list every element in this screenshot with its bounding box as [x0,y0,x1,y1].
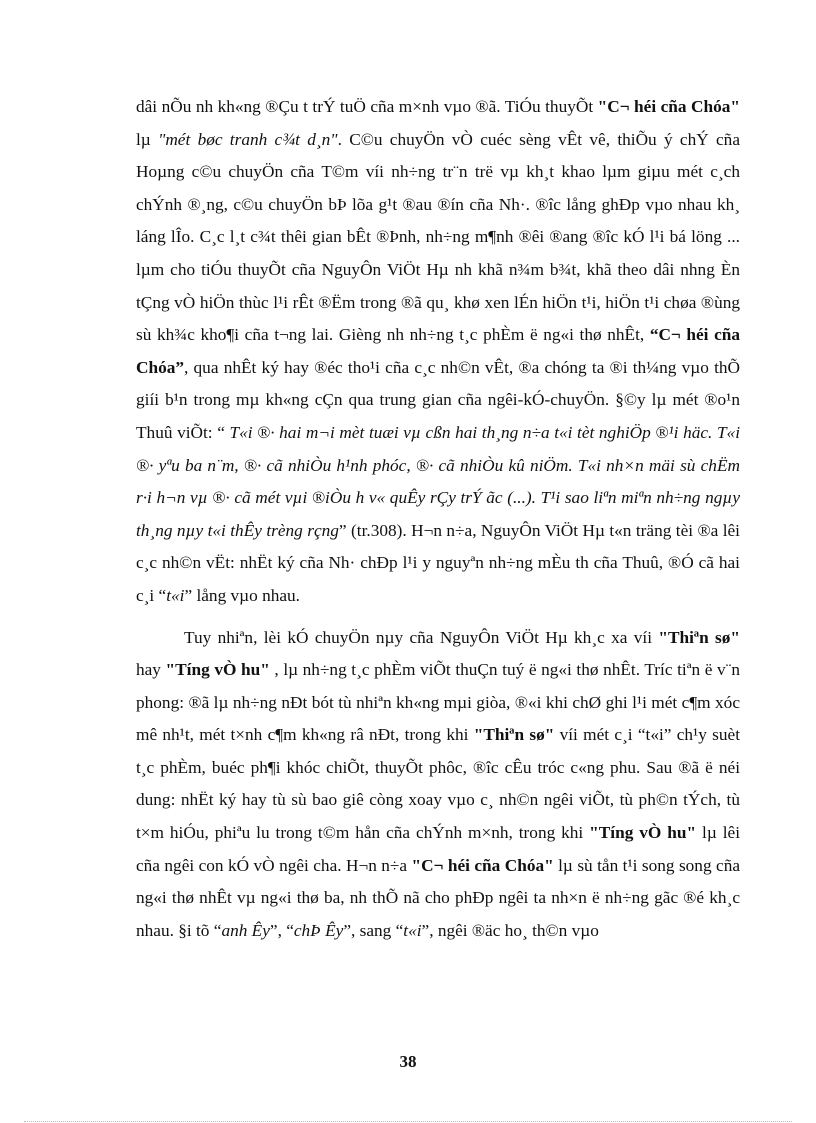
text-run: chÞ Êy [293,920,344,940]
text-run: t«i [403,920,422,940]
text-run: ” (tr.308). H¬n n÷a, NguyÔn ViÖt Hµ t«n träng tèi ®a lêi c¸c nh©n vËt: nhËt ký cña Nh· chÐp l¹i y nguyªn nh÷ng mÈu th cña Thuû, ®Ó cã hai c¸i “ [136,520,740,605]
text-run: ”, ngêi ®äc ho¸ th©n vµo [421,920,599,940]
text-run: víi mét c¸i “t«i” ch¹y suèt t¸c phÈm, buéc ph¶i khóc chiÕt, thuyÕt phôc, ®îc cÊu tróc c«ng phu. Sau ®ã ë néi dung: nhËt ký hay tù sù bao giê còng xoay vµo c¸ nh©n ngêi viÕt, tù ph©n tÝch, tù t×m hiÓu, phiªu lu trong t©m hån cña chÝnh m×nh, trong khi [136,725,740,843]
text-run: "mét bøc tranh c¾t d¸n" [158,129,338,149]
text-run: "C¬ héi cña Chóa" [411,855,554,875]
text-run: t«i [166,585,185,605]
text-run: "C¬ héi cña Chóa" [597,97,740,116]
page-bottom-rule [24,1121,792,1122]
page-number: 38 [399,1052,417,1071]
text-run: "Tíng vÒ hu" [589,823,697,843]
paragraph-2 [136,622,740,948]
text-run: Tuy nhiªn, lèi kÓ chuyÖn nµy cña NguyÔn ViÖt Hµ kh¸c xa víi [184,627,659,647]
text-run: ” lång vµo nhau. [184,585,301,605]
text-run: "Thiªn sø" [473,725,555,745]
text-run: dâi nÕu nh kh«ng ®Çu t trÝ tuÖ cña m×nh vµo ®ã. TiÓu thuyÕt [136,97,598,116]
paragraph-1 [136,91,740,613]
text-run: anh Êy [221,920,270,940]
text-run: "Tíng vÒ hu" [165,660,270,680]
text-run: , lµ nh÷ng t¸c phÈm viÕt thuÇn tuý ë ng«i thø nhÊt. Tríc tiªn ë v¨n phong: ®ã lµ nh÷ng nÐt bót tù nhiªn kh«ng mµi giòa, ®«i khi chØ ghi l¹i mét c¶m xóc mê nh¹t, mét t×nh c¶m kh«ng râ nÐt, trong khi [136,660,740,745]
text-run: . C©u chuyÖn vÒ cuéc sèng vÊt vê, thiÕu ý chÝ cña Hoµng c©u chuyÖn cña T©m víi nh÷ng tr¨n trë vµ kh¸t khao lµm giµu mét c¸ch chÝnh ®¸ng, c©u chuyÖn bÞ lõa g¹t ®au ®ín cña Nh·. ®îc lång ghÐp vµo nhau kh¸ láng lÎo. C¸c l¸t c¾t thêi gian bÊt ®Þnh, nh÷ng m¶nh ®êi ®ang ®îc kÓ l¹i bá löng ... lµm cho tiÓu thuyÕt cña NguyÔn ViÖt Hµ nh khã n¾m b¾t, khã theo dâi nhng Èn tÇng vÒ hiÖn thùc l¹i rÊt ®Ëm trong ®ã qu¸ khø xen lÉn hiÖn t¹i, hiÖn t¹i chøa ®ùng sù kh¾c kho¶i cña t¬ng lai. Gièng nh nh÷ng t¸c phÈm ë ng«i thø nhÊt, [136,129,740,345]
text-run: ”, sang “ [343,920,404,940]
document-body [136,91,740,947]
text-run: lµ [136,129,159,149]
text-run: hay [136,660,166,680]
text-run: lµ sù tån t¹i song song cña ng«i thø nhÊt vµ ng«i thø ba, nh thÕ nã cho phÐp ngêi ta nh×n ë nh÷ng gãc ®é kh¸c nhau. §i tõ “ [136,855,741,940]
text-run: lµ lêi cña ngêi con kÓ vÒ ngêi cha. H¬n n÷a [136,823,740,875]
text-run: "Thiªn sø" [658,627,740,647]
text-run: ”, “ [269,920,294,940]
text-run: “C¬ héi cña Chóa” [136,325,740,377]
text-run: , qua nhÊt ký hay ®éc tho¹i cña c¸c nh©n vÊt, ®a chóng ta ®i th¼ng vµo thÕ giíi b¹n trong mµ kh«ng cÇn qua trung gian cña ngêi-kÓ-chuyÖn. §©y lµ mét ®o¹n Thuû viÕt: “ [136,357,740,442]
text-run: T«i ®· hai m¬i mèt tuæi vµ cßn hai th¸ng n÷a t«i tèt nghiÖp ®¹i häc. T«i ®· yªu ba n¨m, ®· cã nhiÒu h¹nh phóc, ®· cã nhiÒu kû niÖm. T«i nh×n mäi sù chËm r·i h¬n vµ ®· cã mét vµi ®iÒu h v« quÊy rÇy trÝ ãc (...). T¹i sao liªn miªn nh÷ng ngµy th¸ng nµy t«i thÊy trèng rçng [136,422,740,540]
